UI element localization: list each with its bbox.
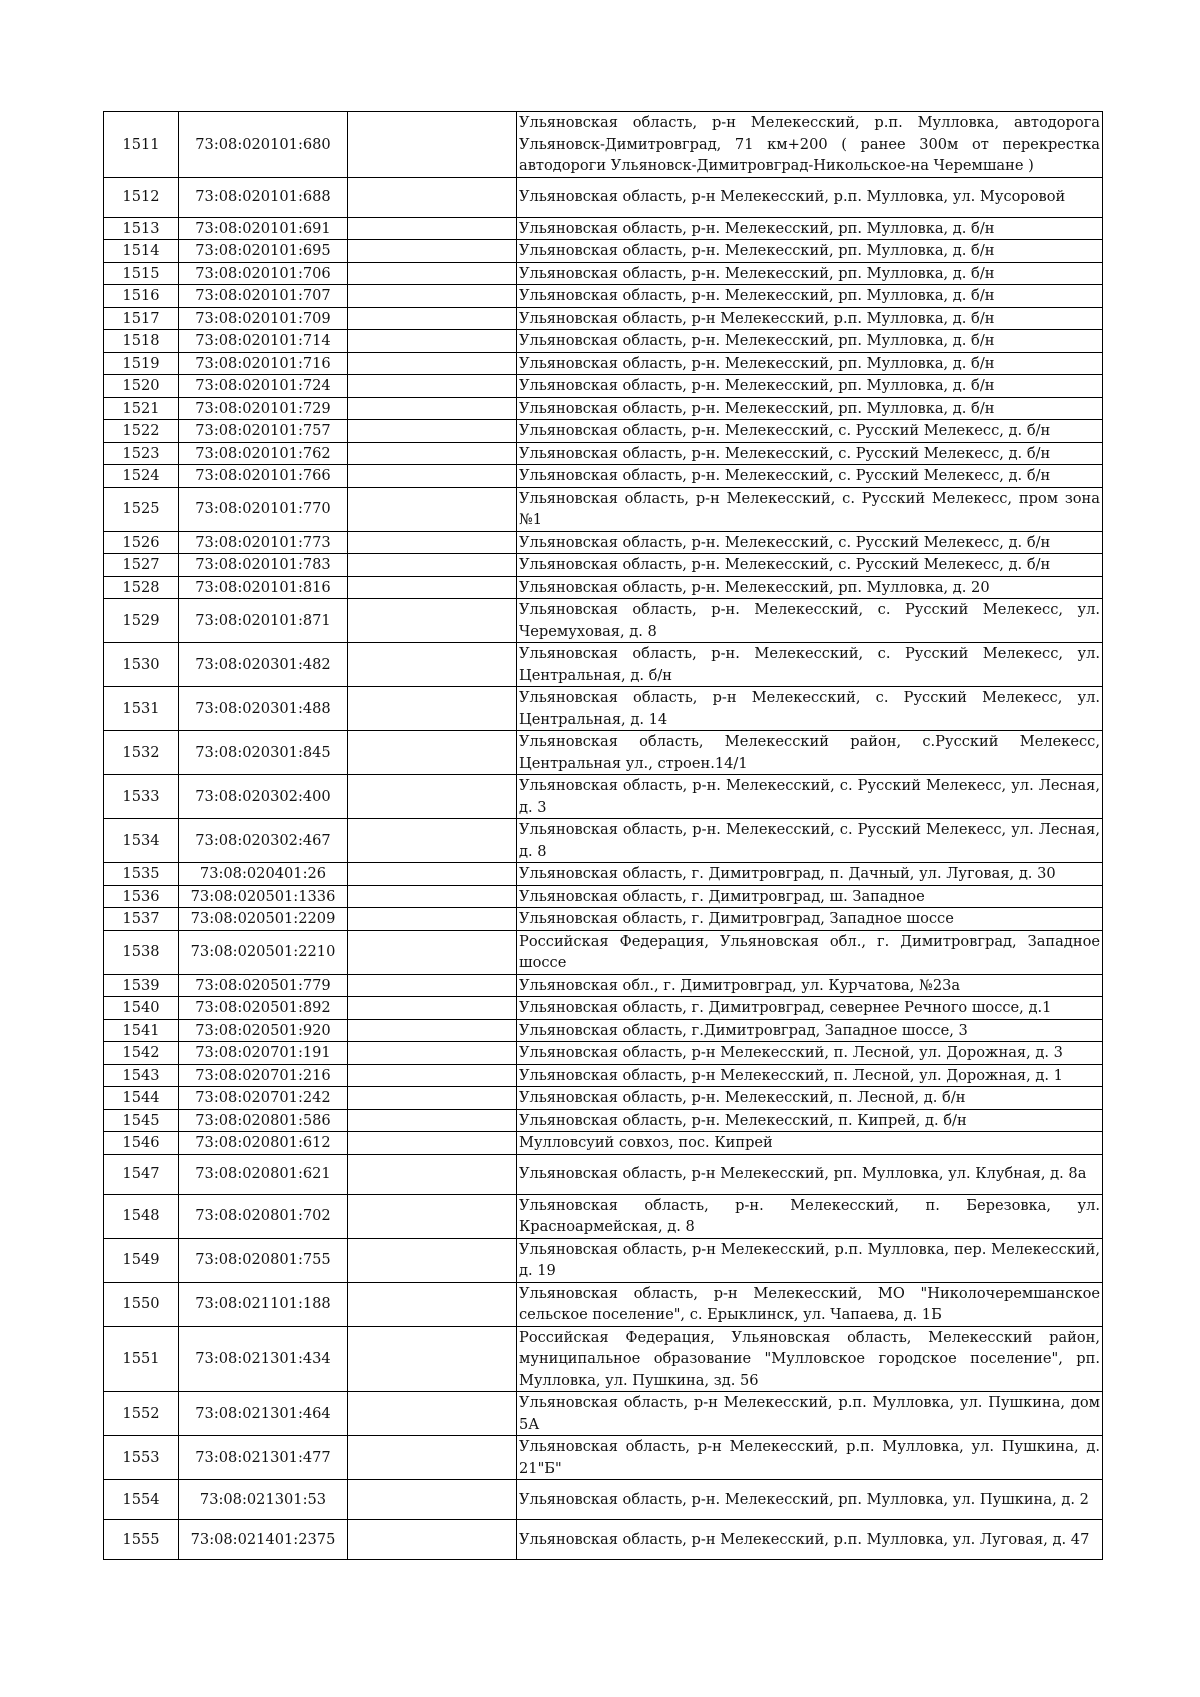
cadastral-number-cell: 73:08:021301:464 — [179, 1392, 348, 1436]
empty-cell — [348, 1132, 517, 1155]
address-cell: Ульяновская область, р-н. Мелекесский, рп. Мулловка, д. б/н — [517, 397, 1103, 420]
table-row — [104, 1042, 1103, 1065]
land-plot-register-table — [103, 111, 1103, 1560]
address-cell: Ульяновская область, р-н. Мелекесский, с. Русский Мелекесс, д. б/н — [517, 442, 1103, 465]
empty-cell — [348, 1326, 517, 1392]
empty-cell — [348, 1436, 517, 1480]
empty-cell — [348, 997, 517, 1020]
address-cell: Ульяновская область, р-н Мелекесский, р.п. Мулловка, пер. Мелекесский, д. 19 — [517, 1238, 1103, 1282]
address-cell: Ульяновская область, р-н Мелекесский, р.п. Мулловка, ул. Луговая, д. 47 — [517, 1520, 1103, 1560]
table-row — [104, 465, 1103, 488]
address-cell: Ульяновская область, р-н. Мелекесский, рп. Мулловка, д. б/н — [517, 262, 1103, 285]
empty-cell — [348, 262, 517, 285]
row-number-cell: 1553 — [104, 1436, 179, 1480]
empty-cell — [348, 885, 517, 908]
table-row — [104, 420, 1103, 443]
table-row — [104, 397, 1103, 420]
empty-cell — [348, 217, 517, 240]
row-number-cell: 1547 — [104, 1154, 179, 1194]
empty-cell — [348, 863, 517, 886]
cadastral-number-cell: 73:08:020301:845 — [179, 731, 348, 775]
address-cell: Ульяновская область, р-н. Мелекесский, п. Кипрей, д. б/н — [517, 1109, 1103, 1132]
table-row — [104, 930, 1103, 974]
row-number-cell: 1554 — [104, 1480, 179, 1520]
row-number-cell: 1526 — [104, 531, 179, 554]
address-cell: Ульяновская область, р-н. Мелекесский, п. Лесной, д. б/н — [517, 1087, 1103, 1110]
empty-cell — [348, 442, 517, 465]
cadastral-number-cell: 73:08:020701:216 — [179, 1064, 348, 1087]
address-cell: Ульяновская область, р-н. Мелекесский, рп. Мулловка, д. б/н — [517, 285, 1103, 308]
address-cell: Ульяновская область, Мелекесский район, с.Русский Мелекесс, Центральная ул., строен.14/1 — [517, 731, 1103, 775]
cadastral-number-cell: 73:08:020101:716 — [179, 352, 348, 375]
table-row — [104, 819, 1103, 863]
table-row — [104, 1109, 1103, 1132]
cadastral-number-cell: 73:08:020301:488 — [179, 687, 348, 731]
cadastral-number-cell: 73:08:021401:2375 — [179, 1520, 348, 1560]
empty-cell — [348, 599, 517, 643]
cadastral-number-cell: 73:08:020101:729 — [179, 397, 348, 420]
table-row — [104, 863, 1103, 886]
empty-cell — [348, 112, 517, 178]
address-cell: Ульяновская область, р-н Мелекесский, р.п. Мулловка, д. б/н — [517, 307, 1103, 330]
table-row — [104, 1238, 1103, 1282]
table-row — [104, 775, 1103, 819]
table-row — [104, 285, 1103, 308]
cadastral-number-cell: 73:08:021301:53 — [179, 1480, 348, 1520]
row-number-cell: 1538 — [104, 930, 179, 974]
table-row — [104, 908, 1103, 931]
cadastral-number-cell: 73:08:020501:2209 — [179, 908, 348, 931]
empty-cell — [348, 1194, 517, 1238]
cadastral-number-cell: 73:08:020101:762 — [179, 442, 348, 465]
empty-cell — [348, 1392, 517, 1436]
address-cell: Ульяновская область, р-н Мелекесский, рп. Мулловка, ул. Клубная, д. 8а — [517, 1154, 1103, 1194]
table-row — [104, 1064, 1103, 1087]
empty-cell — [348, 285, 517, 308]
table-row — [104, 1392, 1103, 1436]
empty-cell — [348, 531, 517, 554]
empty-cell — [348, 1064, 517, 1087]
address-cell: Ульяновская область, р-н Мелекесский, с. Русский Мелекесс, ул. Центральная, д. 14 — [517, 687, 1103, 731]
empty-cell — [348, 375, 517, 398]
register-body — [104, 112, 1103, 1560]
table-row — [104, 487, 1103, 531]
empty-cell — [348, 307, 517, 330]
empty-cell — [348, 352, 517, 375]
cadastral-number-cell: 73:08:020101:706 — [179, 262, 348, 285]
row-number-cell: 1531 — [104, 687, 179, 731]
cadastral-number-cell: 73:08:020701:191 — [179, 1042, 348, 1065]
empty-cell — [348, 687, 517, 731]
table-row — [104, 1520, 1103, 1560]
address-cell: Ульяновская область, р-н. Мелекесский, п. Березовка, ул. Красноармейская, д. 8 — [517, 1194, 1103, 1238]
table-row — [104, 307, 1103, 330]
empty-cell — [348, 554, 517, 577]
address-cell: Ульяновская область, р-н. Мелекесский, с. Русский Мелекесс, д. б/н — [517, 420, 1103, 443]
empty-cell — [348, 1282, 517, 1326]
empty-cell — [348, 1087, 517, 1110]
table-row — [104, 217, 1103, 240]
cadastral-number-cell: 73:08:020501:2210 — [179, 930, 348, 974]
cadastral-number-cell: 73:08:020801:612 — [179, 1132, 348, 1155]
row-number-cell: 1535 — [104, 863, 179, 886]
empty-cell — [348, 1154, 517, 1194]
address-cell: Ульяновская область, р-н Мелекесский, р.п. Мулловка, ул. Мусоровой — [517, 177, 1103, 217]
empty-cell — [348, 1238, 517, 1282]
table-row — [104, 531, 1103, 554]
address-cell: Ульяновская область, р-н. Мелекесский, рп. Мулловка, д. 20 — [517, 576, 1103, 599]
address-cell: Ульяновская область, р-н Мелекесский, р.п. Мулловка, ул. Пушкина, дом 5А — [517, 1392, 1103, 1436]
empty-cell — [348, 576, 517, 599]
address-cell: Ульяновская область, р-н Мелекесский, р.п. Мулловка, автодорога Ульяновск-Димитровград, 71 км+200 ( ранее 300м от перекрестка автодороги Ульяновск-Димитровград-Никольское-на Черемшане ) — [517, 112, 1103, 178]
row-number-cell: 1513 — [104, 217, 179, 240]
address-cell: Ульяновская область, р-н. Мелекесский, рп. Мулловка, ул. Пушкина, д. 2 — [517, 1480, 1103, 1520]
row-number-cell: 1514 — [104, 240, 179, 263]
empty-cell — [348, 1520, 517, 1560]
row-number-cell: 1552 — [104, 1392, 179, 1436]
address-cell: Ульяновская область, р-н Мелекесский, п. Лесной, ул. Дорожная, д. 1 — [517, 1064, 1103, 1087]
address-cell: Ульяновская область, г. Димитровград, Западное шоссе — [517, 908, 1103, 931]
address-cell: Ульяновская область, р-н. Мелекесский, с. Русский Мелекесс, ул. Лесная, д. 8 — [517, 819, 1103, 863]
cadastral-number-cell: 73:08:020101:724 — [179, 375, 348, 398]
address-cell: Ульяновская область, р-н. Мелекесский, рп. Мулловка, д. б/н — [517, 330, 1103, 353]
cadastral-number-cell: 73:08:021101:188 — [179, 1282, 348, 1326]
empty-cell — [348, 240, 517, 263]
table-row — [104, 177, 1103, 217]
row-number-cell: 1519 — [104, 352, 179, 375]
table-row — [104, 1282, 1103, 1326]
address-cell: Ульяновская область, р-н. Мелекесский, с. Русский Мелекесс, д. б/н — [517, 554, 1103, 577]
cadastral-number-cell: 73:08:020501:892 — [179, 997, 348, 1020]
row-number-cell: 1551 — [104, 1326, 179, 1392]
row-number-cell: 1529 — [104, 599, 179, 643]
cadastral-number-cell: 73:08:020501:920 — [179, 1019, 348, 1042]
cadastral-number-cell: 73:08:020101:773 — [179, 531, 348, 554]
address-cell: Ульяновская область, г. Димитровград, ш. Западное — [517, 885, 1103, 908]
address-cell: Ульяновская область, г. Димитровград, п. Дачный, ул. Луговая, д. 30 — [517, 863, 1103, 886]
cadastral-number-cell: 73:08:020101:707 — [179, 285, 348, 308]
empty-cell — [348, 930, 517, 974]
row-number-cell: 1534 — [104, 819, 179, 863]
empty-cell — [348, 1042, 517, 1065]
cadastral-number-cell: 73:08:020801:755 — [179, 1238, 348, 1282]
row-number-cell: 1517 — [104, 307, 179, 330]
cadastral-number-cell: 73:08:020101:691 — [179, 217, 348, 240]
cadastral-number-cell: 73:08:020801:702 — [179, 1194, 348, 1238]
empty-cell — [348, 1109, 517, 1132]
table-row — [104, 1132, 1103, 1155]
cadastral-number-cell: 73:08:020401:26 — [179, 863, 348, 886]
table-row — [104, 1194, 1103, 1238]
table-row — [104, 599, 1103, 643]
row-number-cell: 1515 — [104, 262, 179, 285]
address-cell: Ульяновская область, р-н Мелекесский, п. Лесной, ул. Дорожная, д. 3 — [517, 1042, 1103, 1065]
document-page — [103, 111, 1102, 1560]
address-cell: Мулловсуий совхоз, пос. Кипрей — [517, 1132, 1103, 1155]
cadastral-number-cell: 73:08:020501:1336 — [179, 885, 348, 908]
row-number-cell: 1522 — [104, 420, 179, 443]
address-cell: Ульяновская область, р-н Мелекесский, р.п. Мулловка, ул. Пушкина, д. 21"Б" — [517, 1436, 1103, 1480]
table-row — [104, 1019, 1103, 1042]
empty-cell — [348, 420, 517, 443]
address-cell: Ульяновская область, г.Димитровград, Западное шоссе, 3 — [517, 1019, 1103, 1042]
table-row — [104, 262, 1103, 285]
cadastral-number-cell: 73:08:020101:709 — [179, 307, 348, 330]
row-number-cell: 1530 — [104, 643, 179, 687]
cadastral-number-cell: 73:08:020101:695 — [179, 240, 348, 263]
row-number-cell: 1524 — [104, 465, 179, 488]
cadastral-number-cell: 73:08:020101:680 — [179, 112, 348, 178]
address-cell: Ульяновская область, р-н. Мелекесский, рп. Мулловка, д. б/н — [517, 240, 1103, 263]
table-row — [104, 687, 1103, 731]
row-number-cell: 1544 — [104, 1087, 179, 1110]
cadastral-number-cell: 73:08:020101:766 — [179, 465, 348, 488]
row-number-cell: 1520 — [104, 375, 179, 398]
row-number-cell: 1532 — [104, 731, 179, 775]
row-number-cell: 1533 — [104, 775, 179, 819]
row-number-cell: 1537 — [104, 908, 179, 931]
address-cell: Ульяновская область, р-н Мелекесский, МО "Николочеремшанское сельское поселение", с. Ерыклинск, ул. Чапаева, д. 1Б — [517, 1282, 1103, 1326]
cadastral-number-cell: 73:08:020701:242 — [179, 1087, 348, 1110]
empty-cell — [348, 177, 517, 217]
table-row — [104, 240, 1103, 263]
empty-cell — [348, 775, 517, 819]
address-cell: Ульяновская область, р-н. Мелекесский, рп. Мулловка, д. б/н — [517, 217, 1103, 240]
table-row — [104, 974, 1103, 997]
row-number-cell: 1550 — [104, 1282, 179, 1326]
row-number-cell: 1540 — [104, 997, 179, 1020]
row-number-cell: 1542 — [104, 1042, 179, 1065]
row-number-cell: 1525 — [104, 487, 179, 531]
row-number-cell: 1536 — [104, 885, 179, 908]
cadastral-number-cell: 73:08:020801:621 — [179, 1154, 348, 1194]
row-number-cell: 1521 — [104, 397, 179, 420]
row-number-cell: 1543 — [104, 1064, 179, 1087]
cadastral-number-cell: 73:08:020101:757 — [179, 420, 348, 443]
empty-cell — [348, 397, 517, 420]
row-number-cell: 1511 — [104, 112, 179, 178]
table-row — [104, 112, 1103, 178]
cadastral-number-cell: 73:08:020301:482 — [179, 643, 348, 687]
cadastral-number-cell: 73:08:021301:434 — [179, 1326, 348, 1392]
address-cell: Российская Федерация, Ульяновская обл., г. Димитровград, Западное шоссе — [517, 930, 1103, 974]
address-cell: Ульяновская область, р-н. Мелекесский, рп. Мулловка, д. б/н — [517, 375, 1103, 398]
row-number-cell: 1518 — [104, 330, 179, 353]
cadastral-number-cell: 73:08:020101:714 — [179, 330, 348, 353]
cadastral-number-cell: 73:08:020302:467 — [179, 819, 348, 863]
table-row — [104, 375, 1103, 398]
address-cell: Ульяновская обл., г. Димитровград, ул. Курчатова, №23а — [517, 974, 1103, 997]
row-number-cell: 1548 — [104, 1194, 179, 1238]
address-cell: Ульяновская область, р-н Мелекесский, с. Русский Мелекесс, пром зона №1 — [517, 487, 1103, 531]
row-number-cell: 1523 — [104, 442, 179, 465]
address-cell: Ульяновская область, р-н. Мелекесский, с. Русский Мелекесс, ул. Черемуховая, д. 8 — [517, 599, 1103, 643]
cadastral-number-cell: 73:08:020101:783 — [179, 554, 348, 577]
address-cell: Ульяновская область, р-н. Мелекесский, с. Русский Мелекесс, д. б/н — [517, 465, 1103, 488]
table-row — [104, 352, 1103, 375]
cadastral-number-cell: 73:08:020501:779 — [179, 974, 348, 997]
row-number-cell: 1545 — [104, 1109, 179, 1132]
row-number-cell: 1539 — [104, 974, 179, 997]
table-row — [104, 997, 1103, 1020]
row-number-cell: 1549 — [104, 1238, 179, 1282]
row-number-cell: 1555 — [104, 1520, 179, 1560]
table-row — [104, 330, 1103, 353]
empty-cell — [348, 1480, 517, 1520]
table-row — [104, 554, 1103, 577]
table-row — [104, 731, 1103, 775]
address-cell: Российская Федерация, Ульяновская область, Мелекесский район, муниципальное образование "Мулловское городское поселение", рп. Мулловка, ул. Пушкина, зд. 56 — [517, 1326, 1103, 1392]
row-number-cell: 1527 — [104, 554, 179, 577]
empty-cell — [348, 731, 517, 775]
empty-cell — [348, 487, 517, 531]
address-cell: Ульяновская область, г. Димитровград, севернее Речного шоссе, д.1 — [517, 997, 1103, 1020]
cadastral-number-cell: 73:08:020801:586 — [179, 1109, 348, 1132]
table-row — [104, 1087, 1103, 1110]
row-number-cell: 1546 — [104, 1132, 179, 1155]
empty-cell — [348, 974, 517, 997]
row-number-cell: 1512 — [104, 177, 179, 217]
table-row — [104, 1326, 1103, 1392]
empty-cell — [348, 643, 517, 687]
table-row — [104, 1480, 1103, 1520]
cadastral-number-cell: 73:08:020101:871 — [179, 599, 348, 643]
table-row — [104, 576, 1103, 599]
table-row — [104, 442, 1103, 465]
cadastral-number-cell: 73:08:020101:770 — [179, 487, 348, 531]
address-cell: Ульяновская область, р-н. Мелекесский, с. Русский Мелекесс, ул. Лесная, д. 3 — [517, 775, 1103, 819]
address-cell: Ульяновская область, р-н. Мелекесский, рп. Мулловка, д. б/н — [517, 352, 1103, 375]
table-row — [104, 1436, 1103, 1480]
table-row — [104, 885, 1103, 908]
empty-cell — [348, 465, 517, 488]
table-row — [104, 1154, 1103, 1194]
row-number-cell: 1516 — [104, 285, 179, 308]
row-number-cell: 1528 — [104, 576, 179, 599]
address-cell: Ульяновская область, р-н. Мелекесский, с. Русский Мелекесс, д. б/н — [517, 531, 1103, 554]
empty-cell — [348, 330, 517, 353]
cadastral-number-cell: 73:08:021301:477 — [179, 1436, 348, 1480]
empty-cell — [348, 908, 517, 931]
address-cell: Ульяновская область, р-н. Мелекесский, с. Русский Мелекесс, ул. Центральная, д. б/н — [517, 643, 1103, 687]
cadastral-number-cell: 73:08:020101:688 — [179, 177, 348, 217]
table-row — [104, 643, 1103, 687]
cadastral-number-cell: 73:08:020101:816 — [179, 576, 348, 599]
empty-cell — [348, 819, 517, 863]
empty-cell — [348, 1019, 517, 1042]
row-number-cell: 1541 — [104, 1019, 179, 1042]
cadastral-number-cell: 73:08:020302:400 — [179, 775, 348, 819]
